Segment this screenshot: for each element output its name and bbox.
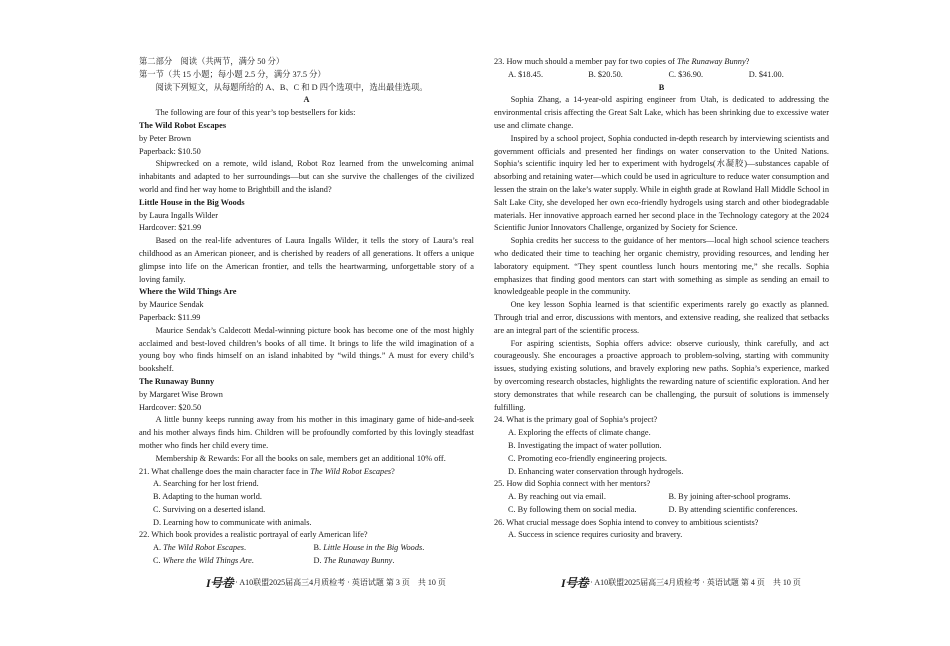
question-23-stem: 23. How much should a member pay for two copies of The Runaway Bunny? [494,57,750,66]
book-price: Hardcover: $21.99 [139,223,202,233]
page-3-footer [206,574,446,591]
book-description: A little bunny keeps running away from his mother in this imaginary game of hide-and-seek and his mother always finds him. Children will be profoundly comforted by this lovingly steadfast mother who finds her child every time. [139,415,474,450]
question-24-stem: 24. What is the primary goal of Sophia’s project? [494,415,658,425]
book-title: Where the Wild Things Are [139,287,237,297]
question-22-options-row-1 [139,542,474,555]
question-23-options [494,69,829,82]
question-22-option-d[interactable]: D. The Runaway Bunny. [313,556,395,566]
question-25-options-row-1 [494,491,829,504]
book-author: by Laura Ingalls Wilder [139,210,218,220]
book-author: by Margaret Wise Brown [139,389,223,399]
question-21-option-b[interactable]: B. Adapting to the human world. [153,492,263,502]
footer-text: · A10联盟2025届高三4月质检考 · 英语试题 第 3 页 共 10 页 [235,578,446,587]
footer-text: · A10联盟2025届高三4月质检考 · 英语试题 第 4 页 共 10 页 [590,578,801,587]
passage-b-paragraph: Sophia credits her success to the guidance of her mentors—local high school science teachers who dedicated their time to teaching her organic chemistry, providing resources, and lending her laboratory equipment. “They spent countless lunch hours mentoring me,” she recalls. Sophia emphasizes that finding good mentors can start with something as simple as sending an email to knowledgeable people in the community. [494,236,829,297]
question-22-option-c[interactable]: C. Where the Wild Things Are. [153,556,254,566]
part-title: 第二部分 阅读（共两节，满分 50 分） [139,57,285,66]
question-24-option-d[interactable]: D. Enhancing water conservation through hydrogels. [508,466,684,476]
book-price: Paperback: $11.99 [139,312,201,322]
book-price: Paperback: $10.50 [139,146,201,156]
question-22-option-b[interactable]: B. Little House in the Big Woods. [313,543,425,553]
question-22-options-row-2 [139,555,474,568]
book-author: by Peter Brown [139,133,192,143]
question-21-option-c[interactable]: C. Surviving on a deserted island. [153,504,266,514]
section-title: 第一节（共 15 小题；每小题 2.5 分，满分 37.5 分） [139,69,326,79]
exam-logo: I号卷 [206,576,234,590]
question-24-option-b[interactable]: B. Investigating the impact of water pollution. [508,440,662,450]
question-21-stem: 21. What challenge does the main character face in The Wild Robot Escapes? [139,466,395,476]
page-4-footer [561,574,801,591]
question-24-option-a[interactable]: A. Exploring the effects of climate change. [508,428,651,438]
book-price: Hardcover: $20.50 [139,402,202,412]
book-description: Shipwrecked on a remote, wild island, Robot Roz learned from the unwelcoming animal inhabitants and adapted to her surroundings—but can she survive the challenges of the civilized world and find her way home to Brightbill and the island? [139,159,474,194]
question-25-option-d[interactable]: D. By attending scientific conferences. [668,504,798,514]
passage-b-paragraph: Sophia Zhang, a 14-year-old aspiring engineer from Utah, is dedicated to addressing the environmental crisis affecting the Great Salt Lake, which has been shrinking due to excessive water use and climate change. [494,95,829,130]
question-25-option-b[interactable]: B. By joining after-school programs. [668,492,791,502]
question-25-stem: 25. How did Sophia connect with her mentors? [494,479,651,489]
passage-b-paragraph: Inspired by a school project, Sophia conducted in-depth research by interviewing scientists and government officials and presented her findings on water conservation to the United Nations. Sophia’s scientific inquiry led her to experiment with hydrogels(水凝胶)—substances capable of absorbing and retaining water—which could be used in agriculture to reduce water consumption and lessen the strain on the lake’s water supply. While in eighth grade at Rowland Hall Middle School in Salt Lake City, she developed her own eco-friendly hydrogels using starch and other biodegradable materials. Her innovative approach earned her second place in the Technology category at the 2024 Scientific Junior Innovators Challenge, organized by Society for Science. [494,133,829,233]
book-title: The Wild Robot Escapes [139,120,227,130]
question-21-option-a[interactable]: A. Searching for her lost friend. [153,479,259,489]
question-22-option-a[interactable]: A. The Wild Robot Escapes. [153,543,247,553]
question-25-option-a[interactable]: A. By reaching out via email. [508,492,606,502]
question-23-option-d[interactable]: D. $41.00. [748,69,784,79]
exam-logo: I号卷 [561,576,589,590]
book-title: Little House in the Big Woods [139,197,245,207]
book-description: Based on the real-life adventures of Laura Ingalls Wilder, it tells the story of Laura’s real childhood as an American pioneer, and is cherished by readers of all generations. It offers a unique glimpse into life on the American frontier, and tells the heartwarming, unforgettable story of a loving family. [139,236,474,284]
question-26-option-a[interactable]: A. Success in science requires curiosity and bravery. [508,530,683,540]
question-25-options-row-2 [494,504,829,517]
question-24-option-c[interactable]: C. Promoting eco-friendly engineering projects. [508,453,667,463]
page-3-column [139,56,474,568]
passage-b-paragraph: One key lesson Sophia learned is that scientific experiments rarely go exactly as planned. Through trial and error, discussions with mentors, and extensive reading, she realized that setbacks are an integral part of the scientific process. [494,300,829,335]
membership-note: Membership & Rewards: For all the books on sale, members get an additional 10% off. [155,453,446,463]
instruction: 阅读下列短文，从每题所给的 A、B、C 和 D 四个选项中，选出最佳选项。 [155,82,428,92]
passage-a-label: A [303,95,310,105]
question-23-option-b[interactable]: B. $20.50. [588,69,623,79]
book-title: The Runaway Bunny [139,376,215,386]
passage-b-paragraph: For aspiring scientists, Sophia offers advice: observe curiously, think carefully, and act courageously. She encourages a proactive approach to problem-solving, starting with community issues, studying existing solutions, and bravely exploring new paths. Sophia’s experience, marked by overcoming research obstacles, highlights the rewarding nature of scientific exploration. And her story demonstrates that while research can be challenging, the pursuit of solutions is immensely fulfilling. [494,338,829,412]
passage-a-intro: The following are four of this year’s top bestsellers for kids: [155,108,356,118]
page-4-column [494,56,829,542]
question-23-option-c[interactable]: C. $36.90. [668,69,704,79]
passage-b-label: B [658,82,665,92]
question-23-option-a[interactable]: A. $18.45. [508,69,544,79]
question-25-option-c[interactable]: C. By following them on social media. [508,504,637,514]
question-21-option-d[interactable]: D. Learning how to communicate with animals. [153,517,312,527]
book-description: Maurice Sendak’s Caldecott Medal-winning picture book has become one of the most highly acclaimed and best-loved children’s books of all time. It brings to life the wild imagination of a young boy who finds himself on an island inhabited by “wild things.” A must for every child’s bookshelf. [139,325,474,374]
book-author: by Maurice Sendak [139,300,204,310]
question-26-stem: 26. What crucial message does Sophia intend to convey to ambitious scientists? [494,517,759,527]
question-22-stem: 22. Which book provides a realistic portrayal of early American life? [139,530,368,540]
